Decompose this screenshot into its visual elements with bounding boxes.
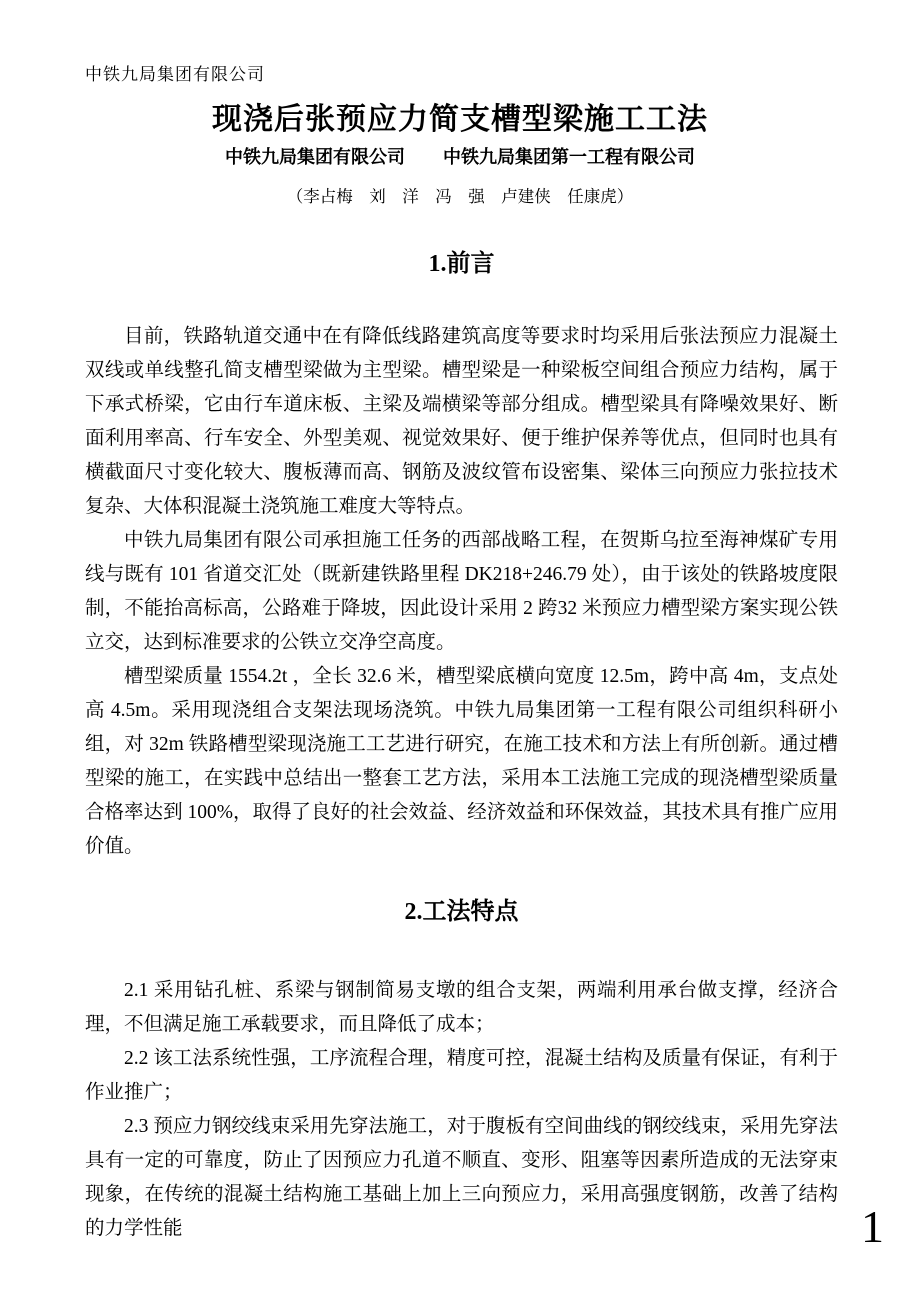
- page-number: 1: [861, 1201, 884, 1252]
- section-2-paragraph-3: 2.3 预应力钢绞线束采用先穿法施工，对于腹板有空间曲线的钢绞线束，采用先穿法具有一定的可靠度，防止了因预应力孔道不顺直、变形、阻塞等因素所造成的无法穿束现象，在传统的混凝土结构施工基础上加上三向预应力，采用高强度钢筋，改善了结构的力学性能: [85, 1116, 838, 1239]
- section-2-heading: 2.工法特点: [404, 899, 519, 925]
- section-1-paragraph-1: 目前，铁路轨道交通中在有降低线路建筑高度等要求时均采用后张法预应力混凝土双线或单线整孔简支槽型梁做为主型梁。槽型梁是一种梁板空间组合预应力结构，属于下承式桥梁，它由行车道床板、主梁及端横梁等部分组成。槽型梁具有降噪效果好、断面利用率高、行车安全、外型美观、视觉效果好、便于维护保养等优点，但同时也具有横截面尺寸变化较大、腹板薄而高、钢筋及波纹管布设密集、梁体三向预应力张拉技术复杂、大体积混凝土浇筑施工难度大等特点。: [85, 326, 838, 517]
- section-1-paragraph-3: 槽型梁质量 1554.2t ，全长 32.6 米，槽型梁底横向宽度 12.5m，跨中高 4m，支点处高 4.5m。采用现浇组合支架法现场浇筑。中铁九局集团第一工程有限公司组织科研小组，对 32m 铁路槽型梁现浇施工工艺进行研究，在施工技术和方法上有所创新。通过槽型梁的施工，在实践中总结出一整套工艺方法，采用本工法施工完成的现浇槽型梁质量合格率达到 100%，取得了良好的社会效益、经济效益和环保效益，其技术具有推广应用价值。: [85, 666, 838, 857]
- company-header: 中铁九局集团有限公司: [85, 65, 265, 84]
- byline-org-1: 中铁九局集团有限公司: [225, 147, 405, 167]
- document-body: [85, 246, 838, 1246]
- byline-org-2: 中铁九局集团第一工程有限公司: [443, 147, 695, 167]
- byline: [0, 143, 920, 169]
- document-title: 现浇后张预应力简支槽型梁施工工法: [212, 103, 708, 136]
- section-2-paragraph-2: 2.2 该工法系统性强，工序流程合理，精度可控，混凝土结构及质量有保证，有利于作业推广；: [85, 1048, 838, 1103]
- section-1-heading: 1.前言: [428, 251, 495, 277]
- section-1-paragraph-2: 中铁九局集团有限公司承担施工任务的西部战略工程，在贺斯乌拉至海神煤矿专用线与既有 101 省道交汇处（既新建铁路里程 DK218+246.79 处），由于该处的铁路坡度限制，不能抬高标高，公路难于降坡，因此设计采用 2 跨32 米预应力槽型梁方案实现公铁立交，达到标准要求的公铁立交净空高度。: [85, 530, 838, 653]
- authors-line: （李占梅 刘 洋 冯 强 卢建侠 任康虎）: [286, 187, 634, 206]
- section-2-paragraph-1: 2.1 采用钻孔桩、系梁与钢制简易支墩的组合支架，两端利用承台做支撑，经济合理，不但满足施工承载要求，而且降低了成本；: [85, 980, 838, 1035]
